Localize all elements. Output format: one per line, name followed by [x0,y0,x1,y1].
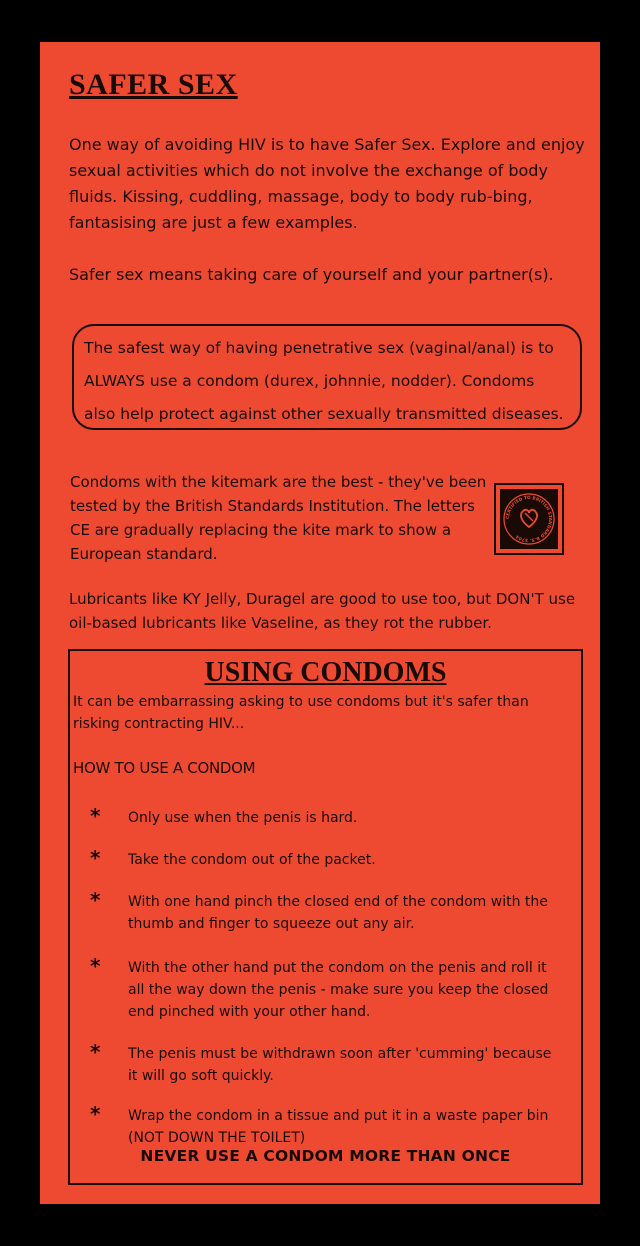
step-text: With one hand pinch the closed end of the condom with the thumb and finger to squeeze out any air. [128,894,548,932]
step-text: The penis must be withdrawn soon after 'cumming' because it will go soft quickly. [128,1046,552,1084]
lubricants-paragraph: Lubricants like KY Jelly, Duragel are good to use too, but DON'T use oil-based lubricants like Vaseline, as they rot the rubber. [69,590,576,632]
step-text: Take the condom out of the packet. [128,852,376,868]
leaflet-page [40,42,600,1204]
bullet-star: * [90,846,101,870]
kitemark-logo [501,491,557,547]
how-to-heading: HOW TO USE A CONDOM [73,759,256,777]
svg-text:CERTIFIED TO BRITISH STANDARD [505,495,553,543]
never-reuse-warning: NEVER USE A CONDOM MORE THAN ONCE [140,1147,511,1165]
intro-paragraph: One way of avoiding HIV is to have Safer Sex. Explore and enjoy sexual activities which do not involve the exchange of body fluids. Kissing, cuddling, massage, body to body rub-bing, fantasising are just a few examples. [69,135,585,232]
penetrative-sex-callout: The safest way of having penetrative sex (vaginal/anal) is to ALWAYS use a condom (durex, johnnie, nodder). Condoms also help protect against other sexually transmitted diseases. [72,324,582,430]
kitemark-paragraph: Condoms with the kitemark are the best - they've been tested by the British Standards Institution. The letters CE are gradually replacing the kite mark to show a European standard. [70,473,487,563]
step-text: Only use when the penis is hard. [128,810,358,826]
step-text: With the other hand put the condom on the penis and roll it all the way down the penis - make sure you keep the closed end pinched with your other hand. [128,960,549,1020]
bullet-star: * [90,1040,101,1064]
kitemark-icon [494,483,564,555]
bullet-star: * [90,888,101,912]
condoms-intro: It can be embarrassing asking to use condoms but it's safer than risking contracting HIV... [73,694,529,732]
kitemark-ring-text: CERTIFIED TO BRITISH STANDARD B.S. 3704 [505,495,553,543]
using-condoms-section [68,649,583,1185]
using-condoms-heading: USING CONDOMS [204,657,447,688]
partner-paragraph: Safer sex means taking care of yourself and your partner(s). [69,265,554,284]
step-text: Wrap the condom in a tissue and put it in a waste paper bin (NOT DOWN THE TOILET) [128,1108,549,1146]
safer-sex-heading: SAFER SEX [69,68,238,101]
bullet-star: * [90,1102,101,1126]
bullet-star: * [90,954,101,978]
bullet-star: * [90,804,101,828]
